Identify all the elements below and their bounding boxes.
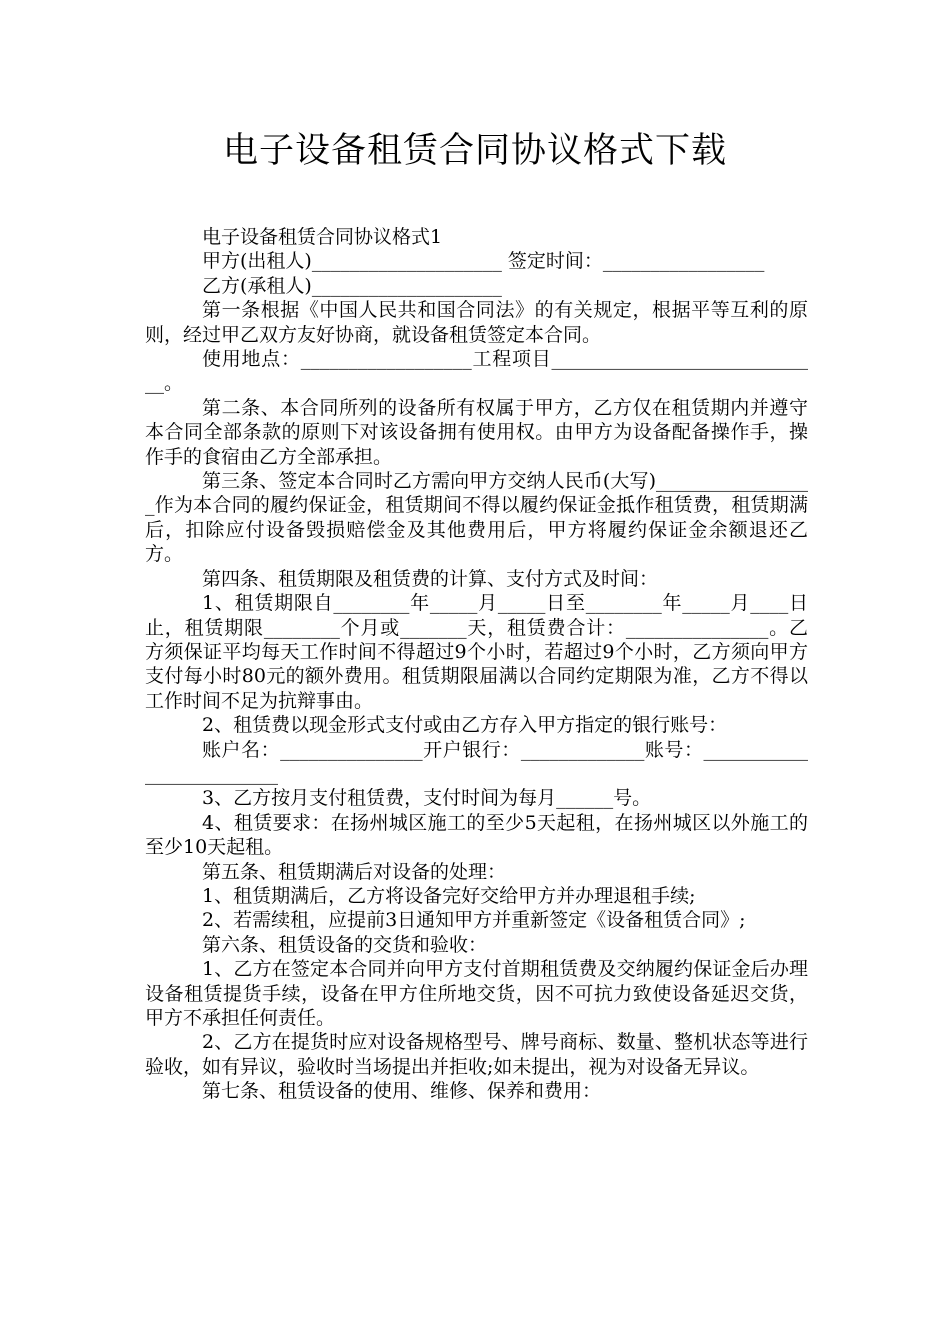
paragraph-article-6: 第六条、租赁设备的交货和验收： xyxy=(202,933,488,956)
paragraph-party-b: 乙方(承租人)____________________ xyxy=(202,274,502,297)
paragraph-location: 使用地点：__________________工程项目_____________________________。 xyxy=(145,348,808,395)
paragraph-article-5-item-1: 1、租赁期满后，乙方将设备完好交给甲方并办理退租手续; xyxy=(202,884,696,907)
document-title: 电子设备租赁合同协议格式下载 xyxy=(222,131,727,171)
paragraph-article-1: 第一条根据《中国人民共和国合同法》的有关规定，根据平等互利的原则，经过甲乙双方友好协商，就设备租赁签定本合同。 xyxy=(145,299,808,346)
paragraph-heading: 电子设备租赁合同协议格式1 xyxy=(202,226,443,248)
paragraph-bank-account: 账户名：_______________开户银行：_____________账号：_________________________ xyxy=(145,738,808,785)
paragraph-party-a: 甲方(出租人)____________________ 签定时间：_________________ xyxy=(202,250,765,273)
paragraph-article-5-item-2: 2、若需续租，应提前3日通知甲方并重新签定《设备租赁合同》; xyxy=(202,909,746,932)
paragraph-article-4-item-2: 2、租赁费以现金形式支付或由乙方存入甲方指定的银行账号： xyxy=(202,714,728,737)
paragraph-article-4-item-1: 1、租赁期限自________年_____月_____日至________年_____月____日止，租赁期限________个月或_______天，租赁费合计：_______________。乙方须保证平均每天工作时间不得超过9个小时，若超过9个小时，乙方须向甲方支付每小时80元的额外费用。租赁期限届满以合同约定期限为准，乙方不得以工作时间不足为抗辩事由。 xyxy=(145,592,808,712)
paragraph-article-6-item-2: 2、乙方在提货时应对设备规格型号、牌号商标、数量、整机状态等进行验收，如有异议，验收时当场提出并拒收;如未提出，视为对设备无异议。 xyxy=(145,1031,808,1078)
paragraph-article-2: 第二条、本合同所列的设备所有权属于甲方，乙方仅在租赁期内并遵守本合同全部条款的原则下对该设备拥有使用权。由甲方为设备配备操作手，操作手的食宿由乙方全部承担。 xyxy=(145,396,808,468)
document-body xyxy=(145,225,808,1104)
paragraph-article-4-item-3: 3、乙方按月支付租赁费，支付时间为每月______号。 xyxy=(202,787,652,810)
paragraph-article-4: 第四条、租赁期限及租赁费的计算、支付方式及时间： xyxy=(202,567,659,590)
paragraph-article-6-item-1: 1、乙方在签定本合同并向甲方支付首期租赁费及交纳履约保证金后办理设备租赁提货手续，设备在甲方住所地交货，因不可抗力致使设备延迟交货，甲方不承担任何责任。 xyxy=(145,958,808,1029)
paragraph-article-4-item-4: 4、租赁要求：在扬州城区施工的至少5天起租，在扬州城区以外施工的至少10天起租。 xyxy=(145,811,808,859)
paragraph-article-5: 第五条、租赁期满后对设备的处理： xyxy=(202,860,507,883)
paragraph-article-3: 第三条、签定本合同时乙方需向甲方交纳人民币(大写)_________________作为本合同的履约保证金，租赁期间不得以履约保证金抵作租赁费，租赁期满后，扣除应付设备毁损赔偿金及其他费用后，甲方将履约保证金余额退还乙方。 xyxy=(145,470,808,566)
paragraph-article-7: 第七条、租赁设备的使用、维修、保养和费用： xyxy=(202,1080,602,1103)
